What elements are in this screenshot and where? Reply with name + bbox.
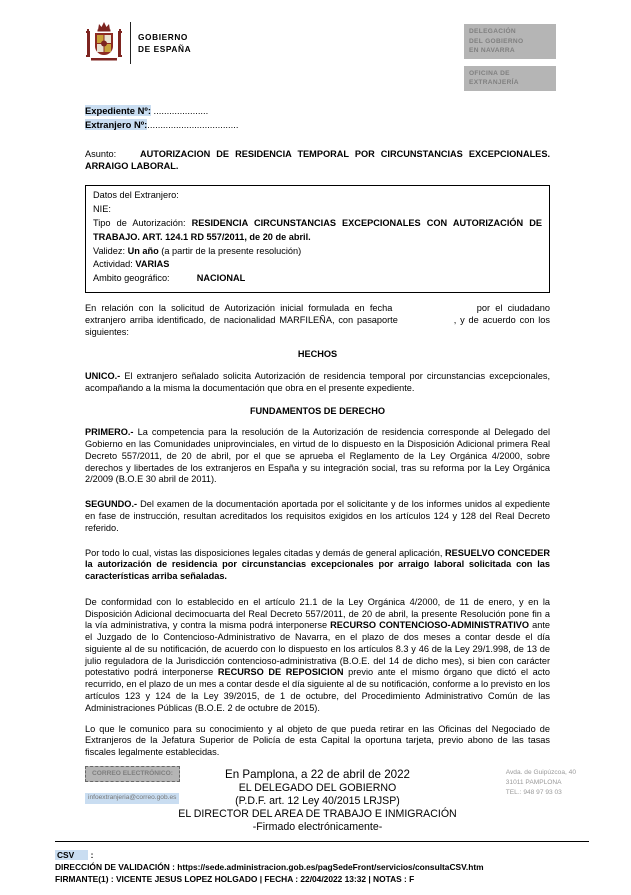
correo-electronico-label: CORREO ELECTRÓNICO:: [85, 766, 180, 782]
address-line1: Avda. de Guipúzcoa, 40: [505, 769, 576, 776]
expediente-label: Expediente Nº:: [85, 104, 151, 116]
logo-line1: GOBIERNO: [138, 31, 188, 42]
department-blocks: [464, 24, 556, 91]
comunicacion-paragraph: Lo que le comunico para su conocimiento y al objeto de que pueda retirar en las Oficinas del Negociado de Extranjeros de la Jefatura Superior de Policía de esta Capital la oportuna tarjeta, previo abono de las tasas fiscales legalmente establecidas.: [85, 723, 550, 758]
ambito-line: [93, 272, 542, 286]
resolucion-bold: RESUELVO CONCEDER la autorización de residencia por circunstancias excepcionales por arraigo laboral solicitada con las características arriba señaladas.: [85, 547, 550, 582]
asunto-text: AUTORIZACION DE RESIDENCIA TEMPORAL POR CIRCUNSTANCIAS EXCEPCIONALES. ARRAIGO LABORAL.: [85, 148, 550, 171]
csv-line: [55, 849, 589, 861]
document-body: [85, 104, 550, 834]
delegacion-line3: EN NAVARRA: [469, 47, 515, 55]
validez-value-bold: Un año: [127, 245, 159, 256]
intro-part3: , y de acuerdo con los siguientes:: [85, 314, 551, 337]
delegado-title: EL DELEGADO DEL GOBIERNO: [238, 782, 397, 795]
footer-contact: [85, 766, 576, 804]
nie-line: [93, 203, 542, 217]
pasaporte-field-blank[interactable]: [402, 318, 454, 327]
recursos-paragraph: [85, 597, 550, 715]
signed-electronically-note: -Firmado electrónicamente-: [252, 821, 383, 834]
csv-label[interactable]: CSV: [55, 850, 88, 860]
validez-line: [93, 245, 542, 259]
ambito-spacer: [172, 277, 194, 286]
segundo-paragraph: [85, 499, 550, 534]
unico-label: UNICO.-: [85, 371, 121, 382]
validation-url-line: DIRECCIÓN DE VALIDACIÓN : https://sede.administracion.gob.es/pagSedeFront/servicios/consultaCSV.htm: [55, 862, 484, 873]
file-number-block: [85, 104, 550, 132]
segundo-text: Del examen de la documentación aportada por el solicitante y de los informes unidos al expediente en fase de instrucción, resultan acreditados los requisitos exigidos en los artículos 124 y 128 del Real Decreto referido.: [85, 499, 550, 533]
place-date-line: En Pamplona, a 22 de abril de 2022: [225, 768, 410, 782]
subject-line: [85, 149, 550, 173]
intro-paragraph: [85, 303, 550, 338]
unico-text: El extranjero señalado solicita Autorización de residencia temporal por circunstancias excepcionales, acompañando a la misma la documentación que obra en el presente expediente.: [85, 371, 550, 393]
primero-text: La competencia para la resolución de la Autorización de residencia corresponde al Delegado del Gobierno en las Comunidades uniprovinciales, en virtud de lo dispuesto en la Disposición Adicional primera Real Decreto 557/2011, de 20 de abril, por el que se aprueba el Reglamento de la Ley Orgánica 4/2000, sobre derechos y libertades de los extranjeros en España y su integración social, tras su reforma por la Ley Orgánica 2/2009 (B.O.E 30 abril de 2011).: [85, 427, 550, 485]
nie-field-blank[interactable]: [113, 208, 183, 217]
address-line3: TEL.: 948 97 93 03: [505, 788, 562, 796]
validez-value-rest: (a partir de la presente resolución): [161, 245, 302, 256]
actividad-value: VARIAS: [135, 259, 170, 270]
resolucion-normal: Por todo lo cual, vistas las disposiciones legales citadas y demás de general aplicación,: [85, 547, 445, 558]
footer-left: [85, 766, 180, 804]
ambito-label: Ambito geográfico:: [93, 273, 170, 284]
actividad-line: [93, 258, 542, 272]
foreigner-data-box: [85, 185, 550, 293]
oficina-extranjeria-block: [464, 66, 556, 91]
delegacion-gobierno-block: [464, 24, 556, 59]
recursos-seg1: De conformidad con lo establecido en el artículo 21.1 de la Ley Orgánica 4/2000, de 11 de enero, y en la Disposición Adicional decimocuarta del Real Decreto 557/2011, de 20 de abril, la presente Resolución pone fin a la vía administrativa, y contra la misma podrá interponerse: [85, 596, 550, 631]
actividad-label: Actividad:: [93, 259, 133, 270]
oficina-extranjeria-label: OFICINA DE EXTRANJERÍA: [469, 69, 519, 87]
expediente-dots[interactable]: .....................: [153, 104, 209, 116]
csv-validation-block: [55, 841, 589, 886]
gobierno-de-espana-logo: [85, 20, 191, 66]
extranjero-dots[interactable]: ...................................: [147, 118, 239, 130]
hechos-heading: HECHOS: [297, 349, 338, 360]
recursos-seg3: ante el Juzgado de lo Contencioso-Administrativo de Navarra, en el plazo de dos meses a contar desde el día siguiente al de su notificación, de acuerdo con lo dispuesto en los artículos 8.3 y 46 de la Ley 29/1.998, de 13 de julio reguladora de la Jurisdicción contencioso-administrativa (B.O.E. del 14 de dicho mes), si bien con carácter potestativo podrá interponerse: [85, 620, 550, 678]
tipo-value: RESIDENCIA CIRCUNSTANCIAS EXCEPCIONALES CON AUTORIZACIÓN DE TRABAJO. ART. 124.1 RD 557/2011, de 20 de abril.: [93, 218, 542, 242]
signer-line: FIRMANTE(1) : VICENTE JESUS LOPEZ HOLGADO | FECHA : 22/04/2022 13:32 | NOTAS : F: [55, 874, 415, 885]
segundo-label: SEGUNDO.-: [85, 499, 138, 510]
asunto-label: Asunto:: [85, 148, 117, 159]
delegacion-line2: DEL GOBIERNO: [469, 37, 524, 45]
fecha-field-blank[interactable]: [398, 306, 472, 315]
primero-label: PRIMERO.-: [85, 427, 134, 438]
ambito-value: NACIONAL: [196, 273, 246, 284]
validez-label: Validez:: [93, 245, 126, 256]
tipo-label: Tipo de Autorización:: [93, 218, 186, 229]
fundamentos-heading: FUNDAMENTOS DE DERECHO: [249, 405, 386, 416]
nie-label: NIE:: [93, 204, 111, 215]
extranjero-line: [85, 118, 550, 132]
primero-paragraph: [85, 427, 550, 486]
document-header: [85, 20, 556, 91]
address-line2: 31011 PAMPLONA: [505, 778, 562, 786]
recurso-reposicion-label: RECURSO DE REPOSICION: [217, 667, 344, 678]
recurso-contencioso-label: RECURSO CONTENCIOSO-ADMINISTRATIVO: [330, 620, 530, 631]
unico-paragraph: [85, 371, 550, 395]
tipo-autorizacion-line: [93, 217, 542, 245]
intro-part2: por el ciudadano extranjero arriba identificado, de nacionalidad MARFILEÑA, con pasaporte: [85, 303, 550, 325]
director-title: EL DIRECTOR DEL AREA DE TRABAJO E INMIGRACIÓN: [178, 808, 457, 821]
logo-line2: DE ESPAÑA: [138, 44, 192, 54]
delegacion-firma-note: (P.D.F. art. 12 Ley 40/2015 LRJSP): [235, 795, 400, 808]
expediente-line: [85, 104, 550, 118]
office-address: [506, 766, 576, 798]
recursos-seg5: previo ante el mismo órgano que dictó el acto recurrido, en el plazo de un mes a contar desde el día siguiente al de su notificación, conforme a lo previsto en los artículos 123 y 124 de la Ley 39/2015, de 1 de octubre, del Procedimiento Administrativo Común de las Administraciones Públicas (B.O.E. 2 de octubre de 2015).: [85, 667, 550, 713]
resolucion-paragraph: [85, 548, 550, 583]
logo-divider: [130, 22, 131, 64]
intro-part1: En relación con la solicitud de Autorización inicial formulada en fecha: [85, 303, 393, 314]
extranjero-label: Extranjero Nº:: [85, 118, 148, 130]
correo-email-value[interactable]: infoextranjeria@correo.gob.es: [85, 793, 179, 803]
delegacion-line1: DELEGACIÓN: [469, 28, 516, 35]
csv-separator: :: [90, 850, 94, 860]
logo-wordmark: [138, 31, 191, 55]
spain-coat-of-arms-icon: [85, 20, 123, 66]
datos-title: Datos del Extranjero:: [93, 190, 179, 201]
